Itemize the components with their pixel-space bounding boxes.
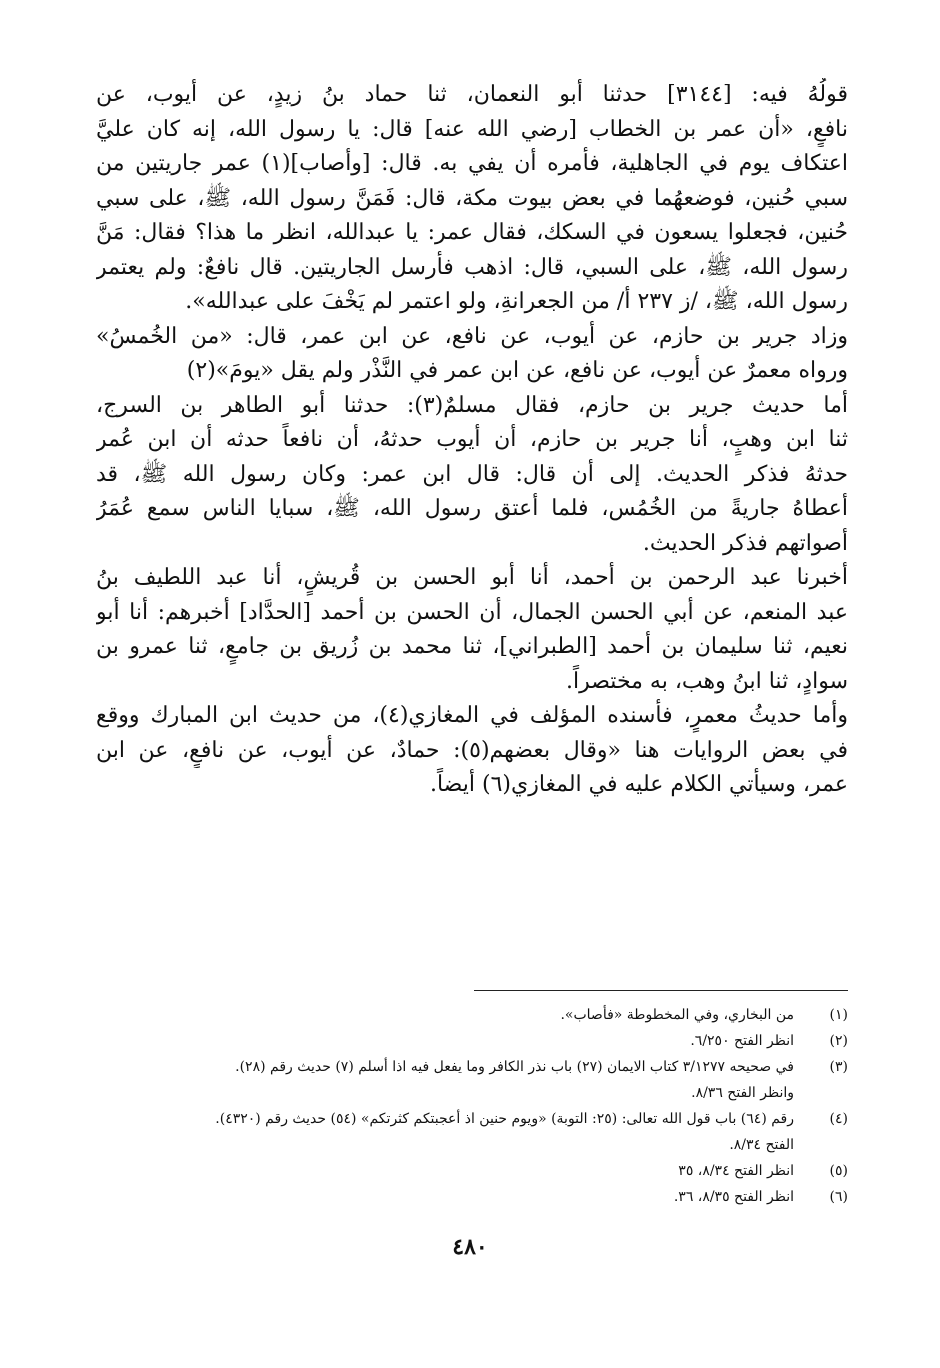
text-line: عبد المنعم، عن أبي الحسن الجمال، أن الحسن بن أحمد [الحدَّاد] أخبرهم: أنا أبو: [96, 599, 848, 625]
footnotes: [96, 1002, 848, 1210]
text-line: سوادٍ، ثنا ابنُ وهب، به مختصراً.: [565, 668, 848, 694]
text-line: أصواتهم فذكر الحديث.: [642, 530, 848, 556]
footnote-number: (٥): [829, 1163, 848, 1179]
text-line: حُنين، فجعلوا يسعون في السكك، فقال عمر: يا عبدالله، انظر ما هذا؟ فقال: مَنَّ: [96, 220, 848, 245]
text-line: سبي حُنين، فوضعهُما في بعض بيوت مكة، قال: فَمَنَّ رسول الله، ﷺ، على سبي: [96, 185, 848, 211]
footnote-item: [96, 1158, 848, 1184]
footnote-text: انظر الفتح ٨/٣٤، ٣٥: [678, 1163, 794, 1179]
footnote-text: رقم (٦٤) باب قول الله تعالى: (٢٥: التوبة) «ويوم حنين اذ أعجبتكم كثرتكم» (٥٤) حديث رقم (٤٣٢٠).: [215, 1111, 794, 1127]
text-line: رسول الله، ﷺ، على السبي، قال: اذهب فأرسل الجاريتين. قال نافعٌ: ولم يعتمر: [96, 254, 848, 280]
page-number: ٤٨٠: [452, 1234, 488, 1260]
footnote-item: [96, 1028, 848, 1054]
footnote-number: (٦): [829, 1189, 848, 1205]
text-line: أعطاهُ جاريةً من الخُمُس، فلما أعتق رسول الله، ﷺ، سبايا الناس سمع عُمَرُ: [96, 496, 848, 521]
footnote-divider: [474, 990, 848, 991]
text-line: ثنا ابن وهبٍ، أنا جرير بن حازم، أن أيوب حدثهُ، أن نافعاً حدثه أن ابن عُمر: [96, 427, 848, 452]
text-line: وزاد جرير بن حازم، عن أيوب، عن نافع، عن ابن عمر، قال: «من الخُمسُ»: [96, 323, 848, 349]
text-line: نعيم، ثنا سليمان بن أحمد [الطبراني]، ثنا محمد بن زُريق بن جامعٍ، ثنا عمرو بن: [96, 634, 848, 659]
footnote-text: من البخاري، وفي المخطوطة «فأصاب».: [560, 1007, 794, 1023]
text-line: قولُهُ فيه: [٣١٤٤] حدثنا أبو النعمان، ثنا حماد بنُ زيدٍ، عن أيوب، عن: [96, 82, 848, 107]
footnote-number: (٢): [829, 1033, 848, 1049]
text-line: رسول الله، ﷺ، /ز ٢٣٧ أ/ من الجعرانةِ، ولو اعتمر لم يَخْفَ على عبدالله».: [185, 289, 848, 314]
text-line: أما حديث جرير بن حازم، فقال مسلمٌ(٣): حدثنا أبو الطاهر بن السرج،: [96, 392, 848, 418]
footnote-number: (١): [829, 1007, 848, 1023]
footnote-number: (٤): [829, 1111, 848, 1127]
footnote-text-block: [96, 1106, 794, 1158]
text-line: في بعض الروايات هنا «وقال بعضهم(٥): حمادٌ، عن أيوب، عن نافعٍ، عن ابن: [96, 737, 848, 763]
footnote-text: انظر الفتح ٨/٣٥، ٣٦.: [673, 1189, 794, 1205]
text-line: أخبرنا عبد الرحمن بن أحمد، أنا أبو الحسن بن قُريشٍ، أنا عبد اللطيف بنُ: [96, 565, 848, 590]
footnote-continuation: وانظر الفتح ٨/٣٦.: [691, 1085, 794, 1101]
footnote-number: (٣): [829, 1059, 848, 1075]
footnote-item: [96, 1184, 848, 1210]
footnote-item: [96, 1054, 848, 1106]
footnote-item: [96, 1106, 848, 1158]
text-line: نافعٍ، «أن عمر بن الخطاب [رضي الله عنه] قال: يا رسول الله، إنه كان عليَّ: [96, 116, 848, 142]
text-line: ورواه معمرٌ عن أيوب، عن نافع، عن ابن عمر في النَّذْر ولم يقل «يومَ»(٢): [186, 358, 848, 383]
footnote-text: انظر الفتح ٦/٢٥٠.: [690, 1033, 794, 1049]
text-line: حدثهُ فذكر الحديث. إلى أن قال: قال ابن عمر: وكان رسول الله ﷺ، قد: [96, 461, 848, 487]
footnote-continuation: الفتح ٨/٣٤.: [729, 1137, 794, 1153]
main-text: [96, 78, 848, 803]
footnote-text: في صحيحه ٣/١٢٧٧ كتاب الايمان (٢٧) باب نذر الكافر وما يفعل فيه اذا أسلم (٧) حديث رقم (٢٨).: [235, 1059, 794, 1075]
text-line: عمر، وسيأتي الكلام عليه في المغازي(٦) أيضاً.: [429, 772, 848, 797]
text-line: اعتكاف يوم في الجاهلية، فأمره أن يفي به. قال: [وأصاب](١) عمر جاريتين من: [96, 151, 848, 176]
text-line: وأما حديثُ معمرٍ، فأسنده المؤلف في المغازي(٤)، من حديث ابن المبارك ووقع: [96, 703, 848, 728]
footnote-item: [96, 1002, 848, 1028]
footnote-text-block: [96, 1054, 794, 1106]
